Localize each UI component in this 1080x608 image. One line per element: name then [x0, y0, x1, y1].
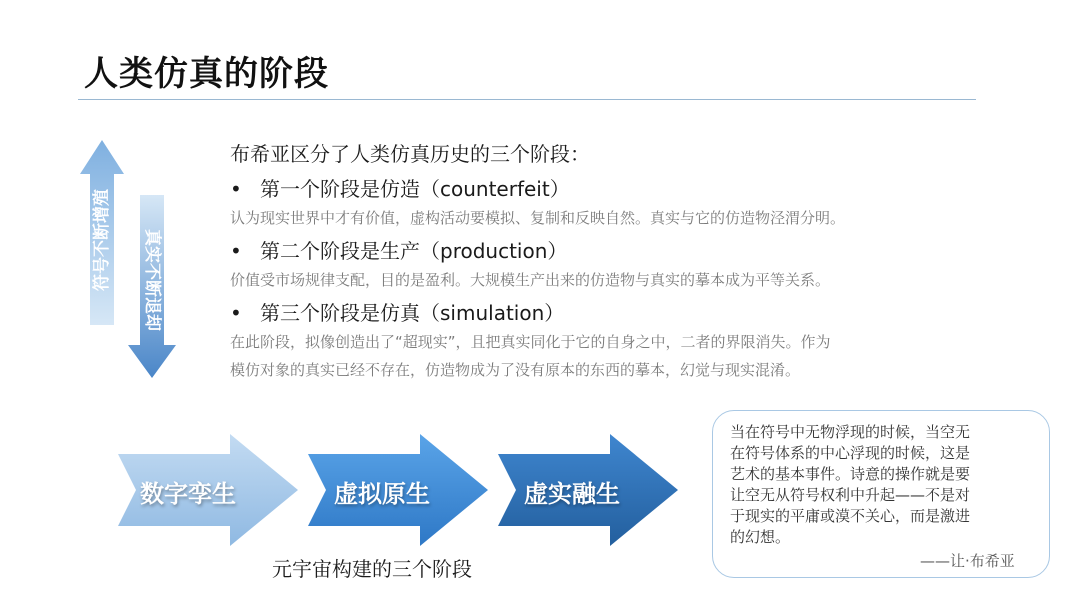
stage-desc-1: 认为现实世界中才有价值，虚构活动要模拟、复制和反映自然。真实与它的仿造物泾渭分明。: [230, 209, 846, 227]
quote-author: ——让·布希亚: [920, 552, 1015, 570]
quote-line: 让空无从符号权利中升起——不是对: [730, 486, 971, 504]
intro-text: 布希亚区分了人类仿真历史的三个阶段：: [230, 142, 590, 166]
slide-title: 人类仿真的阶段: [84, 54, 329, 94]
quote-line: 于现实的平庸或漠不关心，而是激进: [730, 507, 971, 525]
bullet-dot: •: [230, 301, 242, 325]
stage-heading-1: [230, 173, 570, 202]
chevron-label-2: 虚拟原生: [334, 480, 430, 508]
metaverse-caption: 元宇宙构建的三个阶段: [272, 557, 472, 581]
vertical-arrows: [80, 140, 180, 380]
quote-text: [730, 422, 1030, 548]
bullet-dot: •: [230, 177, 242, 201]
chevron-label-1: 数字孪生: [140, 480, 236, 508]
up-arrow-label: 符号不断增殖: [92, 189, 112, 291]
stage-desc-3-line-2: 模仿对象的真实已经不存在，仿造物成为了没有原本的东西的摹本，幻觉与现实混淆。: [230, 361, 801, 379]
quote-line: 的幻想。: [730, 528, 791, 546]
stage-heading-text: 第一个阶段是仿造（counterfeit）: [260, 177, 570, 201]
quote-line: 艺术的基本事件。诗意的操作就是要: [730, 465, 971, 483]
quote-line: 当在符号中无物浮现的时候，当空无: [730, 423, 971, 441]
stage-heading-3: [230, 297, 564, 326]
chevron-label-3: 虚实融生: [524, 480, 620, 508]
stage-heading-2: [230, 235, 567, 264]
stage-heading-text: 第二个阶段是生产（production）: [260, 239, 568, 263]
stage-desc-3-line-1: 在此阶段，拟像创造出了“超现实”，且把真实同化于它的自身之中，二者的界限消失。作为: [230, 333, 831, 351]
stage-desc-2: 价值受市场规律支配，目的是盈利。大规模生产出来的仿造物与真实的摹本成为平等关系。: [230, 271, 831, 289]
down-arrow-label: 真实不断退却: [142, 229, 162, 331]
quote-line: 在符号体系的中心浮现的时候，这是: [730, 444, 971, 462]
stage-heading-text: 第三个阶段是仿真（simulation）: [260, 301, 565, 325]
bullet-dot: •: [230, 239, 242, 263]
title-underline: [78, 99, 976, 100]
